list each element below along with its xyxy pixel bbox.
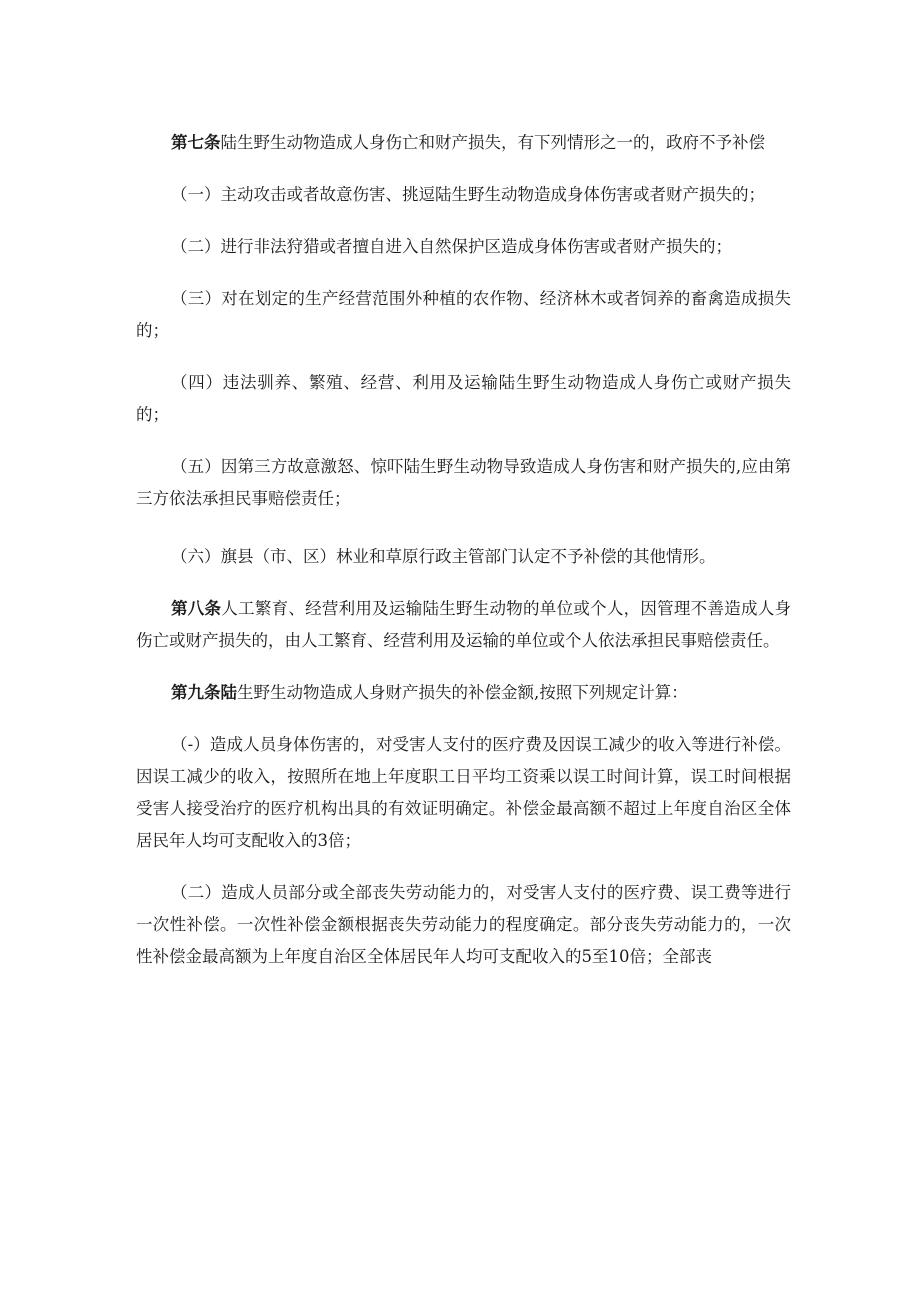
article-9-clause-1	[136, 729, 791, 857]
clause-text: （四）违法驯养、繁殖、经营、利用及运输陆生野生动物造成人身伤亡或财产损失的；	[136, 373, 791, 424]
clause-text: （一）主动攻击或者故意伤害、挑逗陆生野生动物造成身体伤害或者财产损失的；	[171, 185, 765, 204]
article-7-clause-6	[136, 541, 791, 573]
clause-text: （二）造成人员部分或全部丧失劳动能力的，对受害人支付的医疗费、误工费等进行一次性补偿。一次性补偿金额根据丧失劳动能力的程度确定。部分丧失劳动能力的，一次性补偿金最高额为上年度自治区全体居民年人均可支配收入的5至10倍；全部丧	[136, 883, 791, 966]
article-7-clause-1	[136, 179, 791, 211]
article-9-paragraph	[136, 677, 791, 709]
clause-text: （五）因第三方故意激怒、惊吓陆生野生动物导致造成人身伤害和财产损失的,应由第三方依法承担民事赔偿责任；	[136, 457, 791, 508]
article-7-clause-4	[136, 367, 791, 431]
article-7-clause-3	[136, 283, 791, 347]
article-8-title: 第八条	[171, 599, 222, 618]
document-body	[136, 127, 791, 993]
article-7-clause-2	[136, 231, 791, 263]
article-8-paragraph	[136, 593, 791, 657]
clause-text: （二）进行非法狩猎或者擅自进入自然保护区造成身体伤害或者财产损失的；	[171, 237, 732, 256]
clause-text: （三）对在划定的生产经营范围外种植的农作物、经济林木或者饲养的畜禽造成损失的；	[136, 289, 791, 340]
article-7-clause-5	[136, 451, 791, 515]
article-7-title: 第七条	[171, 133, 221, 152]
clause-text: （-）造成人员身体伤害的，对受害人支付的医疗费及因误工减少的收入等进行补偿。因误工减少的收入，按照所在地上年度职工日平均工资乘以误工时间计算，误工时间根据受害人接受治疗的医疗机构出具的有效证明确定。补偿金最高额不超过上年度自治区全体居民年人均可支配收入的3倍；	[136, 735, 791, 850]
article-7-text: 陆生野生动物造成人身伤亡和财产损失，有下列情形之一的，政府不予补偿	[220, 133, 765, 152]
article-9-clause-2	[136, 877, 791, 973]
article-9-text: 生野生动物造成人身财产损失的补偿金额,按照下列规定计算：	[237, 683, 688, 702]
article-8-text: 人工繁育、经营利用及运输陆生野生动物的单位或个人，因管理不善造成人身伤亡或财产损失的，由人工繁育、经营利用及运输的单位或个人依法承担民事赔偿责任。	[136, 599, 792, 650]
clause-text: （六）旗县（市、区）林业和草原行政主管部门认定不予补偿的其他情形。	[171, 547, 716, 566]
article-7-paragraph	[136, 127, 791, 159]
article-9-title: 第九条陆	[171, 683, 237, 702]
